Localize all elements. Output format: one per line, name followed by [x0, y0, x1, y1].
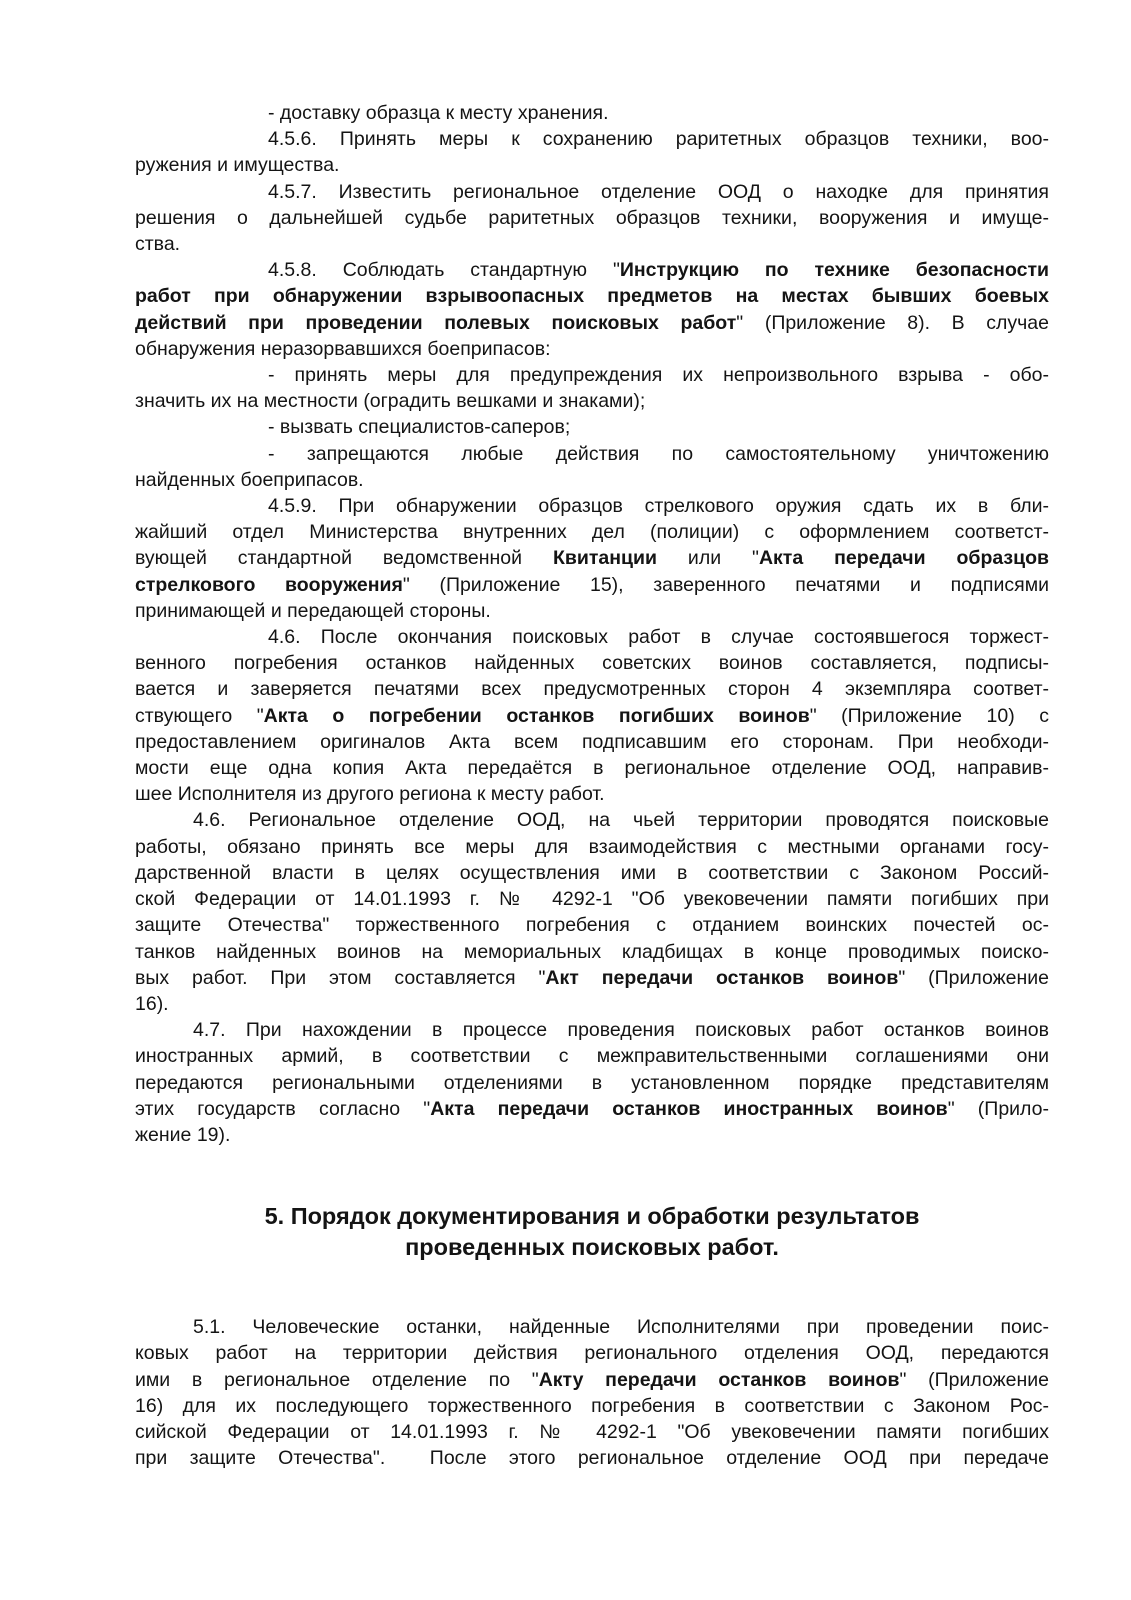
p-dash-prinyat: [135, 362, 1049, 414]
text-run: 4.6. Региональное отделение ООД, на чьей территории проводятся поисковые: [193, 809, 1049, 832]
text-run: 16) для их последующего торжественного погребения в соответствии с Законом Рос-: [135, 1394, 1049, 1417]
text-run: жайший отдел Министерства внутренних дел (полиции) с оформлением соответст-: [135, 521, 1049, 544]
p-4-7: [135, 1017, 1049, 1148]
p-dash-dostavku: [135, 100, 1049, 126]
text-line: [135, 388, 1049, 414]
gap-after-heading: [135, 1263, 1049, 1314]
text-run: жение 19).: [135, 1123, 231, 1146]
text-line: [135, 1340, 1049, 1366]
text-line: [135, 545, 1049, 571]
text-run: " (Приложение: [899, 1368, 1049, 1391]
text-run: " (Прило-: [947, 1097, 1049, 1120]
text-run: 4.5.6. Принять меры к сохранению раритетных образцов техники, воо-: [268, 128, 1049, 151]
p-4-6-regionalnoe: [135, 807, 1049, 1017]
text-run-bold: Акта о погребении останков погибших воинов: [263, 704, 810, 727]
text-run: 4.5.7. Известить региональное отделение ООД о находке для принятия: [268, 180, 1049, 203]
text-line: [135, 1122, 1049, 1148]
text-line: [135, 205, 1049, 231]
text-line: [135, 624, 1049, 650]
text-line: [135, 965, 1049, 991]
text-line: [135, 362, 1049, 388]
text-run: при защите Отечества". После этого региональное отделение ООД при передаче: [135, 1447, 1049, 1470]
text-line: [135, 519, 1049, 545]
text-run-bold: Акту передачи останков воинов: [538, 1368, 900, 1391]
text-line: [135, 886, 1049, 912]
text-run: - вызвать специалистов-саперов;: [268, 416, 571, 439]
text-run-bold: работ при обнаружении взрывоопасных предметов на местах бывших боевых: [135, 285, 1049, 308]
text-run: вается и заверяется печатями всех предусмотренных сторон 4 экземпляра соответ-: [135, 678, 1049, 701]
text-line: [135, 1445, 1049, 1471]
text-line: [135, 179, 1049, 205]
text-run: этих государств согласно ": [135, 1097, 431, 1120]
text-run-bold: Акт передачи останков воинов: [545, 966, 899, 989]
text-line: [135, 467, 1049, 493]
text-run-bold: стрелкового вооружения: [135, 573, 403, 596]
text-run-bold: Акта передачи образцов: [758, 547, 1049, 570]
section-5-heading: [135, 1201, 1049, 1263]
text-line: [135, 1314, 1049, 1340]
text-run: ими в региональное отделение по ": [135, 1368, 539, 1391]
text-run: иностранных армий, в соответствии с межправительственными соглашениями они: [135, 1045, 1049, 1068]
text-run: - доставку образца к месту хранения.: [268, 102, 609, 124]
text-line: [135, 991, 1049, 1017]
text-run: ствующего ": [135, 704, 264, 727]
text-line: [135, 703, 1049, 729]
text-line: [135, 310, 1049, 336]
text-run-bold: Инструкцию по технике безопасности: [619, 259, 1049, 282]
text-run: предоставлением оригиналов Акта всем подписавшим его сторонам. При необходи-: [135, 730, 1049, 753]
text-line: [135, 834, 1049, 860]
text-run: мости еще одна копия Акта передаётся в региональное отделение ООД, направив-: [135, 757, 1049, 780]
text-line: [135, 336, 1049, 362]
text-run-bold: Акта передачи останков иностранных воинов: [430, 1097, 948, 1120]
text-run: 4.5.9. При обнаружении образцов стрелкового оружия сдать их в бли-: [268, 495, 1049, 518]
text-line: [135, 860, 1049, 886]
text-run: или ": [656, 547, 759, 570]
text-run: найденных боеприпасов.: [135, 468, 364, 491]
text-line: [135, 729, 1049, 755]
text-line: [135, 1393, 1049, 1419]
text-run: сийской Федерации от 14.01.1993 г. № 4292-1 "Об увековечении памяти погибших: [135, 1420, 1049, 1443]
heading-line: [135, 1201, 1049, 1232]
text-run: вующей стандартной ведомственной: [135, 547, 553, 570]
text-run: ства.: [135, 233, 181, 256]
text-line: [135, 1070, 1049, 1096]
text-line: [135, 1096, 1049, 1122]
text-run: 4.6. После окончания поисковых работ в случае состоявшегося торжест-: [268, 626, 1049, 649]
text-run: значить их на местности (оградить вешками и знаками);: [135, 390, 646, 413]
text-run: 16).: [135, 992, 169, 1015]
text-run: ковых работ на территории действия регионального отделения ООД, передаются: [135, 1342, 1049, 1365]
p-5-1: [135, 1314, 1049, 1471]
p-4-6-posle: [135, 624, 1049, 807]
text-run: ской Федерации от 14.01.1993 г. № 4292-1 "Об увековечении памяти погибших при: [135, 888, 1049, 911]
text-run: танков найденных воинов на мемориальных кладбищах в конце проводимых поиско-: [135, 940, 1049, 963]
text-run: " (Приложение 10) с: [809, 704, 1049, 727]
text-run: вых работ. При этом составляется ": [135, 966, 546, 989]
text-line: [135, 598, 1049, 624]
text-run: - принять меры для предупреждения их непроизвольного взрыва - обо-: [268, 364, 1049, 387]
text-line: [135, 1017, 1049, 1043]
text-line: [135, 676, 1049, 702]
heading-line: [135, 1232, 1049, 1263]
text-line: [135, 572, 1049, 598]
text-run: 4.5.8. Соблюдать стандартную ": [268, 259, 620, 282]
text-line: [135, 650, 1049, 676]
text-line: [135, 152, 1049, 178]
text-line: [135, 414, 1049, 440]
p-4-5-9: [135, 493, 1049, 624]
text-run: ружения и имущества.: [135, 154, 340, 177]
text-run: защите Отечества" торжественного погребения с отданием воинских почестей ос-: [135, 914, 1049, 937]
text-run: дарственной власти в целях осуществления ими в соответствии с Законом Россий-: [135, 861, 1049, 884]
p-dash-zapreshchayutsya: [135, 441, 1049, 493]
text-run: " (Приложение 8). В случае: [736, 311, 1049, 334]
text-run: проведенных поисковых работ.: [405, 1234, 779, 1261]
text-run: передаются региональными отделениями в установленном порядке представителям: [135, 1071, 1049, 1094]
text-run: 5. Порядок документирования и обработки результатов: [264, 1203, 920, 1230]
text-line: [135, 912, 1049, 938]
p-dash-vyzvat: [135, 414, 1049, 440]
p-4-5-7: [135, 179, 1049, 258]
text-line: [135, 126, 1049, 152]
text-line: [135, 939, 1049, 965]
text-run-bold: действий при проведении полевых поисковых работ: [135, 311, 737, 334]
text-line: [135, 1043, 1049, 1069]
p-4-5-6: [135, 126, 1049, 178]
text-line: [135, 807, 1049, 833]
text-run: венного погребения останков найденных советских воинов составляется, подписы-: [135, 652, 1049, 675]
text-run: обнаружения неразорвавшихся боеприпасов:: [135, 337, 551, 360]
text-run: 5.1. Человеческие останки, найденные Исполнителями при проведении поис-: [193, 1316, 1049, 1339]
text-run: 4.7. При нахождении в процессе проведения поисковых работ останков воинов: [193, 1019, 1049, 1042]
text-run: принимающей и передающей стороны.: [135, 599, 491, 622]
text-run: - запрещаются любые действия по самостоятельному уничтожению: [268, 442, 1049, 465]
text-run: " (Приложение: [898, 966, 1049, 989]
text-run: шее Исполнителя из другого региона к месту работ.: [135, 783, 605, 806]
gap-before-heading: [135, 1148, 1049, 1201]
text-line: [135, 231, 1049, 257]
p-4-5-8: [135, 257, 1049, 362]
text-run: решения о дальнейшей судьбе раритетных образцов техники, вооружения и имуще-: [135, 206, 1049, 229]
text-run-bold: Квитанции: [552, 547, 657, 570]
text-run: работы, обязано принять все меры для взаимодействия с местными органами госу-: [135, 835, 1049, 858]
text-line: [135, 755, 1049, 781]
text-line: [135, 1367, 1049, 1393]
text-line: [135, 257, 1049, 283]
text-line: [135, 493, 1049, 519]
text-line: [135, 441, 1049, 467]
text-line: [135, 100, 1049, 126]
text-line: [135, 1419, 1049, 1445]
text-line: [135, 781, 1049, 807]
text-run: " (Приложение 15), заверенного печатями и подписями: [402, 573, 1049, 596]
text-line: [135, 283, 1049, 309]
